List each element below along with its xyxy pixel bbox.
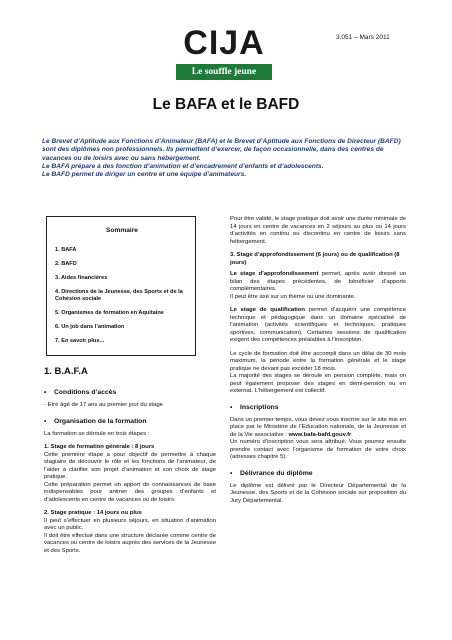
subheading-conditions [44,388,216,397]
toc-item[interactable]: 7. En savoir plus... [55,338,105,344]
approfondissement-text-2: Il peut être axé sur un thème ou une dominante. [230,293,356,300]
toc-item[interactable]: 3. Aides financières [55,275,108,281]
table-of-contents [46,216,196,356]
stage1-title: 1. Stage de formation générale : 8 jours [44,444,155,450]
stage3-title: 3. Stage d’approfondissement (6 jours) ou de qualification (8 jours) [230,252,400,266]
qualification-body: permet d’acquérir une compétence technique et pédagogique dans un domaine spécialisé de l’animation (activités scientifiques et techniques, pratiques sportives, communication). Certaines sessions de qualification exigent des compétences préalables à l’inscription. [230,307,406,343]
right-column [230,216,406,511]
validity-text: Pour être validé, le stage pratique doit avoir une durée minimale de 14 jours en centre de vacances en 2 séjours au plus ou 14 jours d’activités en continu ou discontinu en centre de loisirs sans hébergement. [230,216,406,245]
inscriptions-body: Dans un premier temps, vous devez vous inscrire sur le site mis en place par le Ministère de l’Education nationale, de la Jeunesse et de la Vie associative : [230,416,406,438]
conditions-text: - Etre âgé de 17 ans au premier jour du stage [44,402,163,408]
toc-item[interactable]: 6. Un job dans l’animation [55,324,125,330]
bullet-icon: • [44,389,47,396]
approfondissement-label: Le stage d’approfondissement [230,271,319,277]
subheading-text: Organisation de la formation [54,417,147,425]
stage1-text: Cette première étape a pour objectif de permettre à chaque stagiaire de découvrir le rôle et les fonctions de l’animateur, de l’aider à clarifier son projet d’animation et son choix de stage pratique. [44,451,216,480]
page-title: Le BAFA et le BAFD [152,96,300,113]
subheading-text: Conditions d’accès [54,389,117,396]
toc-item[interactable]: 2. BAFD [55,261,77,267]
cycle-text-2: La majorité des stages se déroule en pension complète, mais on peut également proposer des stages en demi-pension ou en externat. L’hébergement est collectif. [230,373,406,394]
section-heading-bafa: 1. B.A.F.A [44,366,88,377]
intro-line: Le BAFA prépare à des fonction d’animation et d’encadrement d’enfants et d’adolescents. [42,162,324,170]
intro-line: Le Brevet d’Aptitude aux Fonctions d’Animateur (BAFA) et le Brevet d’Aptitude aux Fonctions de Directeur (BAFD) sont des diplômes non professionnels. Ils permettent d’exercer, de façon occasionnelle, dans des centres de vacances ou de loisirs avec ou sans hébergement. [42,138,401,162]
bullet-icon: • [230,469,233,477]
stage2-title: 2. Stage pratique : 14 jours ou plus [44,510,142,516]
toc-list [55,247,193,352]
organisation-intro: La formation se déroule en trois étapes : [44,430,150,437]
subheading-text: Inscriptions [240,403,279,411]
subheading-organisation [44,417,216,426]
inscriptions-text [230,417,406,440]
cycle-text: Le cycle de formation doit être accompli dans un délai de 30 mois maximum, la période entre la formation générale et le stage pratique ne devant pas excéder 18 mois. [230,350,406,372]
inscriptions-link[interactable]: www.bafa-bafd.gouv.fr [288,431,352,438]
left-column [44,366,216,561]
stage2-text: Il peut s’effectuer en plusieurs séjours, en situation d’animation avec un public. [44,517,216,531]
approfondissement-text [230,271,406,294]
bullet-icon: • [44,417,47,425]
subheading-delivrance [230,469,406,478]
qualification-text [230,307,406,345]
intro-paragraph [42,138,414,179]
stage1-text-2: Cette préparation permet un apport de connaissances de base indispensables pour animer des groupes d’enfants et d’adolescents en centre de vacances ou de loisirs. [44,481,216,503]
document-reference: 3.051 – Mars 2011 [336,34,390,41]
cija-logo [176,24,272,80]
toc-title: Sommaire [106,227,138,234]
toc-item[interactable]: 5. Organismes de formation en Aquitaine [55,310,164,316]
inscriptions-text-2: Un numéro d’inscription vous sera attribué. Vous pourrez ensuite prendre contact avec l’organisme de formation de votre choix (adresses chapitre 5). [230,439,406,460]
qualification-label: Le stage de qualification [230,307,305,313]
intro-line: Le BAFD permet de diriger un centre et une équipe d’animateurs. [42,171,247,179]
logo-tagline: Le souffle jeune [176,64,272,80]
logo-wordmark: CIJA [183,24,265,62]
subheading-text: Délivrance du diplôme [240,469,313,477]
bullet-icon: • [230,403,233,411]
delivrance-text: Le diplôme est délivré par le Directeur Départemental de la Jeunesse, des Sports et de la Cohésion sociale sur proposition du Jury Départemental. [230,482,406,504]
subheading-inscriptions [230,403,406,412]
toc-item[interactable]: 1. BAFA [55,247,77,253]
stage2-text-2: Il doit être effectué dans une structure déclarée comme centre de vacances ou centre de loisirs auprès des services de la Jeunesse et des Sports. [44,532,216,554]
toc-item[interactable]: 4. Directions de la Jeunesse, des Sports et de la Cohésion sociale [55,289,183,302]
approfondissement-body: permet, après avoir dressé un bilan des étapes précédentes, de bénéficier d’apports complémentaires. [230,271,406,292]
